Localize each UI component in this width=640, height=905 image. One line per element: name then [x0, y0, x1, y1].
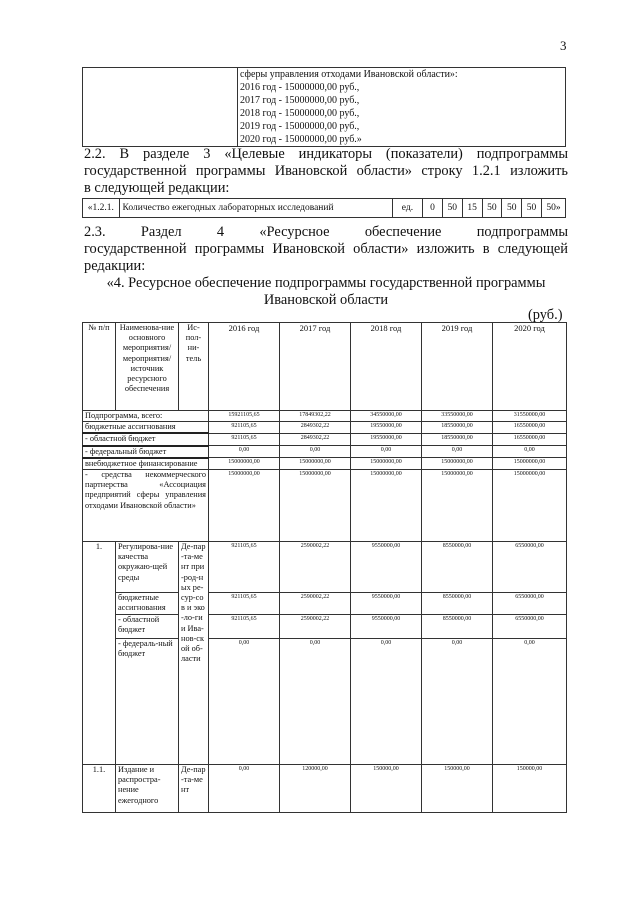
row-value: 150000,00 [422, 765, 493, 813]
row-value: 120000,00 [280, 765, 351, 813]
paragraph-2-3-line3: редакции: [84, 258, 146, 274]
item-executor: Де-пар-та-мент при-род-ных ре-сур-сов и эко-ло-гии Ива-нов-ской об-ласти [179, 542, 209, 765]
row-value: 921105,65 [209, 422, 280, 434]
row-value: 8550000,00 [422, 542, 493, 593]
paragraph-2-3-line1: 2.3. Раздел 4 «Ресурсное обеспечение подпрограммы [84, 224, 568, 240]
item-num: 1.1. [83, 765, 116, 813]
row-value: 15000000,00 [351, 458, 422, 470]
unit-label: (руб.) [528, 307, 563, 323]
row-value: 921105,65 [209, 542, 280, 593]
table-header-row [83, 323, 567, 411]
row-value: 8550000,00 [422, 615, 493, 639]
row-label: - средства некоммерческого партнерства «Ассоциация предприятий сферы управления отходами Ивановской области» [83, 470, 209, 542]
row-value: 6550000,00 [493, 542, 567, 593]
row-value: 0,00 [493, 639, 567, 765]
indicator-unit: ед. [392, 199, 422, 218]
row-value: 0,00 [209, 446, 280, 458]
header-year: 2017 год [280, 323, 351, 411]
row-value: 31550000,00 [493, 411, 567, 422]
table-row [83, 639, 567, 765]
funding-line: 2019 год - 15000000,00 руб., [240, 121, 360, 132]
row-value: 2590002,22 [280, 615, 351, 639]
row-value: 19550000,00 [351, 422, 422, 434]
row-value: 0,00 [422, 446, 493, 458]
item-num: 1. [83, 542, 116, 765]
row-value: 19550000,00 [351, 433, 422, 445]
row-value: 15000000,00 [422, 470, 493, 542]
row-value: 15000000,00 [493, 470, 567, 542]
indicator-value: 50 [442, 199, 462, 218]
table-row [83, 446, 567, 458]
row-value: 6550000,00 [493, 593, 567, 615]
row-label: - областной бюджет [83, 433, 209, 445]
row-label: Издание и распростра-нение ежегодного [116, 765, 179, 813]
indicator-value: 50 [502, 199, 522, 218]
empty-cell [83, 68, 238, 147]
row-value: 17849302,22 [280, 411, 351, 422]
table-row [83, 422, 567, 434]
row-value: 34550000,00 [351, 411, 422, 422]
row-value: 8550000,00 [422, 593, 493, 615]
row-value: 18550000,00 [422, 433, 493, 445]
funding-line: 2020 год - 15000000,00 руб.» [240, 134, 362, 145]
section-title-line1: «4. Ресурсное обеспечение подпрограммы государственной программы [106, 275, 546, 291]
row-value: 15000000,00 [280, 458, 351, 470]
row-value: 15921105,65 [209, 411, 280, 422]
row-value: 921105,65 [209, 433, 280, 445]
header-year: 2018 год [351, 323, 422, 411]
table-row [83, 433, 567, 445]
funding-line: 2018 год - 15000000,00 руб., [240, 108, 360, 119]
row-value: 0,00 [209, 639, 280, 765]
table-row [83, 458, 567, 470]
indicator-row [83, 199, 566, 218]
row-label: - федеральный бюджет [83, 446, 209, 458]
indicator-table [82, 198, 566, 218]
paragraph-2-2-line1: 2.2. В разделе 3 «Целевые индикаторы (показатели) подпрограммы [84, 146, 568, 162]
row-label: - федераль-ный бюджет [116, 639, 179, 765]
table-row [83, 615, 567, 639]
header-num: № п/п [83, 323, 116, 411]
funding-line: 2017 год - 15000000,00 руб., [240, 95, 360, 106]
row-value: 921105,65 [209, 615, 280, 639]
header-year: 2020 год [493, 323, 567, 411]
row-value: 2849302,22 [280, 433, 351, 445]
indicator-value: 50 [482, 199, 502, 218]
table-row [83, 542, 567, 593]
table-row [83, 411, 567, 422]
row-label: бюджетные ассигнования [116, 593, 179, 615]
table-row [83, 593, 567, 615]
row-value: 150000,00 [493, 765, 567, 813]
row-value: 15000000,00 [422, 458, 493, 470]
row-label: Подпрограмма, всего: [83, 411, 209, 422]
header-year: 2019 год [422, 323, 493, 411]
row-value: 2590002,22 [280, 593, 351, 615]
indicator-value: 0 [423, 199, 443, 218]
paragraph-2-2-line3: в следующей редакции: [84, 180, 230, 196]
resource-table [82, 322, 567, 813]
indicator-num: «1.2.1. [83, 199, 120, 218]
row-value: 15000000,00 [493, 458, 567, 470]
indicator-value: 15 [462, 199, 482, 218]
row-value: 921105,65 [209, 593, 280, 615]
row-value: 15000000,00 [280, 470, 351, 542]
row-value: 0,00 [351, 639, 422, 765]
section-title-line2: Ивановской области [263, 292, 389, 308]
row-value: 6550000,00 [493, 615, 567, 639]
funding-continuation-table [82, 67, 566, 147]
header-executor: Ис-пол-ни-тель [179, 323, 209, 411]
indicator-name: Количество ежегодных лабораторных исследований [119, 199, 392, 218]
row-value: 0,00 [280, 446, 351, 458]
row-value: 15000000,00 [209, 458, 280, 470]
row-value: 2849302,22 [280, 422, 351, 434]
row-label: внебюджетное финансирование [83, 458, 209, 470]
funding-text-cell [238, 68, 566, 147]
item-executor: Де-пар-та-мент [179, 765, 209, 813]
row-value: 16550000,00 [493, 422, 567, 434]
paragraph-2-3-line2: государственной программы Ивановской области» изложить в следующей [84, 241, 568, 257]
header-year: 2016 год [209, 323, 280, 411]
header-name: Наименова-ние основного мероприятия/ мероприятия/ источник ресурсного обеспечения [116, 323, 179, 411]
row-value: 0,00 [280, 639, 351, 765]
row-value: 9550000,00 [351, 615, 422, 639]
table-row [83, 765, 567, 813]
row-value: 2590002,22 [280, 542, 351, 593]
row-label: Регулирова-ние качества окружаю-щей среды [116, 542, 179, 593]
table-row [83, 470, 567, 542]
paragraph-2-2-line2: государственной программы Ивановской области» строку 1.2.1 изложить [84, 163, 568, 179]
row-value: 0,00 [422, 639, 493, 765]
row-label: бюджетные ассигнования [83, 422, 209, 434]
row-value: 9550000,00 [351, 593, 422, 615]
row-value: 16550000,00 [493, 433, 567, 445]
indicator-value: 50» [541, 199, 565, 218]
funding-line: 2016 год - 15000000,00 руб., [240, 82, 360, 93]
row-value: 9550000,00 [351, 542, 422, 593]
page-number: 3 [560, 38, 567, 53]
row-value: 15000000,00 [209, 470, 280, 542]
row-value: 33550000,00 [422, 411, 493, 422]
row-label: - областной бюджет [116, 615, 179, 639]
row-value: 18550000,00 [422, 422, 493, 434]
row-value: 0,00 [351, 446, 422, 458]
row-value: 150000,00 [351, 765, 422, 813]
row-value: 0,00 [209, 765, 280, 813]
funding-line: сферы управления отходами Ивановской области»: [240, 69, 458, 80]
row-value: 0,00 [493, 446, 567, 458]
row-value: 15000000,00 [351, 470, 422, 542]
indicator-value: 50 [522, 199, 542, 218]
